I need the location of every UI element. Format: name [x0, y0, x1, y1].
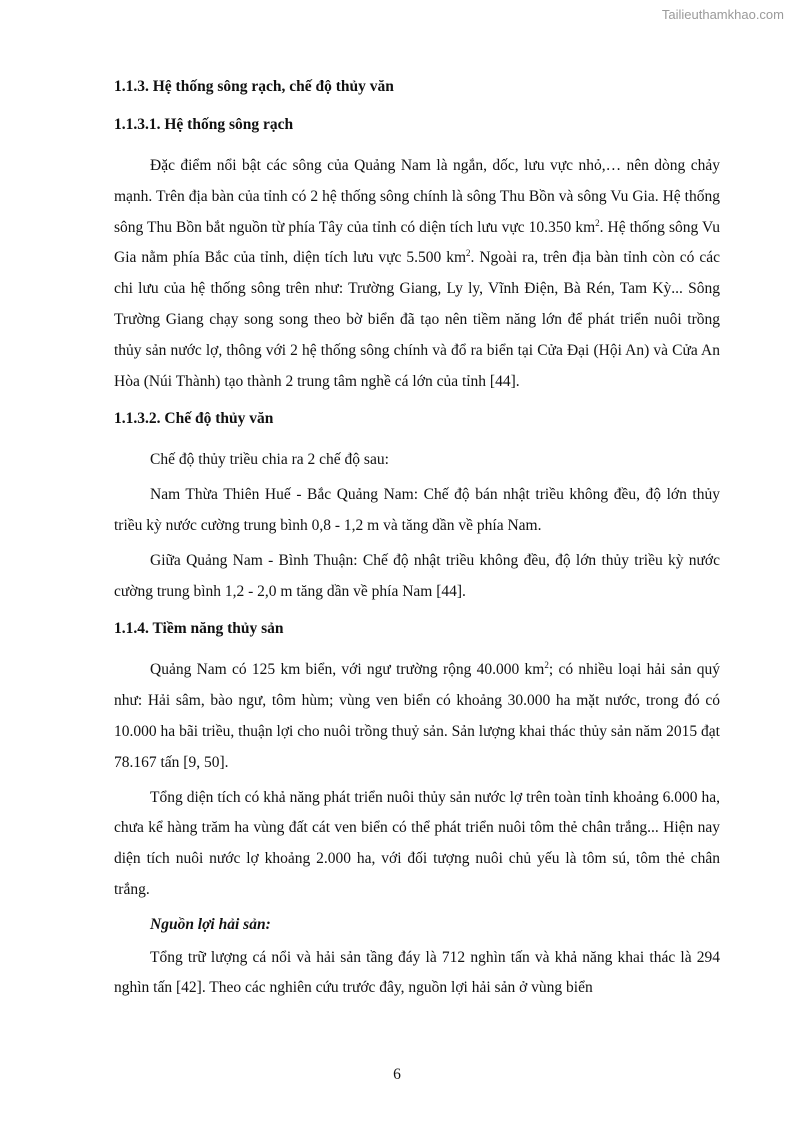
paragraph-text: . Hệ thống sông Vu Gia nằm phía Bắc của tỉnh, diện tích lưu vực 5.500 km: [114, 218, 720, 267]
paragraph-river-system: [114, 151, 720, 397]
heading-1-1-3: 1.1.3. Hệ thống sông rạch, chế độ thủy văn: [114, 78, 394, 95]
superscript: 2: [595, 217, 600, 228]
paragraph-tide-north: Nam Thừa Thiên Huế - Bắc Quảng Nam: Chế độ bán nhật triều không đều, độ lớn thủy triều kỳ nước cường trung bình 0,8 - 1,2 m và tăng dần về phía Nam.: [114, 486, 720, 534]
paragraph-text: Đặc điểm nổi bật các sông của Quảng Nam là ngắn, dốc, lưu vực nhỏ,… nên dòng chảy mạnh. Trên địa bàn của tỉnh có 2 hệ thống sông chính là sông Thu Bồn và sông Vu Gia. Hệ thống sông Thu Bồn bắt nguồn từ phía Tây của tỉnh có diện tích lưu vực 10.350 km: [114, 157, 720, 236]
paragraph-text: Quảng Nam có 125 km biển, với ngư trường rộng 40.000 km: [150, 661, 545, 679]
superscript: 2: [466, 248, 471, 259]
heading-1-1-4: 1.1.4. Tiềm năng thủy sản: [114, 620, 284, 638]
superscript: 2: [544, 660, 549, 671]
subheading-seafood-resources: Nguồn lợi hải sản:: [150, 915, 271, 933]
paragraph-brackish-area: Tổng diện tích có khả năng phát triển nuôi thủy sản nước lợ trên toàn tỉnh khoảng 6.000 ha, chưa kể hàng trăm ha vùng đất cát ven biển có thể phát triển nuôi tôm thẻ chân trắng... Hiện nay diện tích nuôi nước lợ khoảng 2.000 ha, với đối tượng nuôi chủ yếu là tôm sú, tôm thẻ chân trắng.: [114, 788, 720, 898]
paragraph-text: . Ngoài ra, trên địa bàn tỉnh còn có các chi lưu của hệ thống sông trên như: Trường Giang, Ly ly, Vĩnh Điện, Bà Rén, Tam Kỳ... Sông Trường Giang chạy song song theo bờ biển đã tạo nên tiềm năng lớn để phát triển nuôi trồng thủy sản nước lợ, thông với 2 hệ thống sông chính và đổ ra biển tại Cửa Đại (Hội An) và Cửa An Hòa (Núi Thành) tạo thành 2 trung tâm nghề cá lớn của tỉnh [44].: [114, 249, 720, 390]
heading-1-1-3-2: 1.1.3.2. Chế độ thủy văn: [114, 410, 274, 428]
page-number: 6: [393, 1066, 401, 1083]
paragraph-tide-south: Giữa Quảng Nam - Bình Thuận: Chế độ nhật triều không đều, độ lớn thủy triều kỳ nước cường trung bình 1,2 - 2,0 m tăng dần về phía Nam [44].: [114, 551, 720, 600]
page-content: [114, 75, 720, 1008]
paragraph-tide-intro: Chế độ thủy triều chia ra 2 chế độ sau:: [150, 451, 389, 469]
paragraph-seafood-reserves: Tổng trữ lượng cá nổi và hải sản tầng đáy là 712 nghìn tấn và khả năng khai thác là 294 nghìn tấn [42]. Theo các nghiên cứu trước đây, nguồn lợi hải sản ở vùng biển: [114, 948, 720, 997]
paragraph-fishery-potential: [114, 655, 720, 778]
paragraph-text: ; có nhiều loại hải sản quý như: Hải sâm, bào ngư, tôm hùm; vùng ven biển có khoảng 30.000 ha mặt nước, trong đó có 10.000 ha bãi triều, thuận lợi cho nuôi trồng thuỷ sản. Sản lượng khai thác thủy sản năm 2015 đạt 78.167 tấn [9, 50].: [114, 661, 721, 771]
heading-1-1-3-1: 1.1.3.1. Hệ thống sông rạch: [114, 116, 294, 133]
watermark: Tailieuthamkhao.com: [661, 7, 784, 22]
